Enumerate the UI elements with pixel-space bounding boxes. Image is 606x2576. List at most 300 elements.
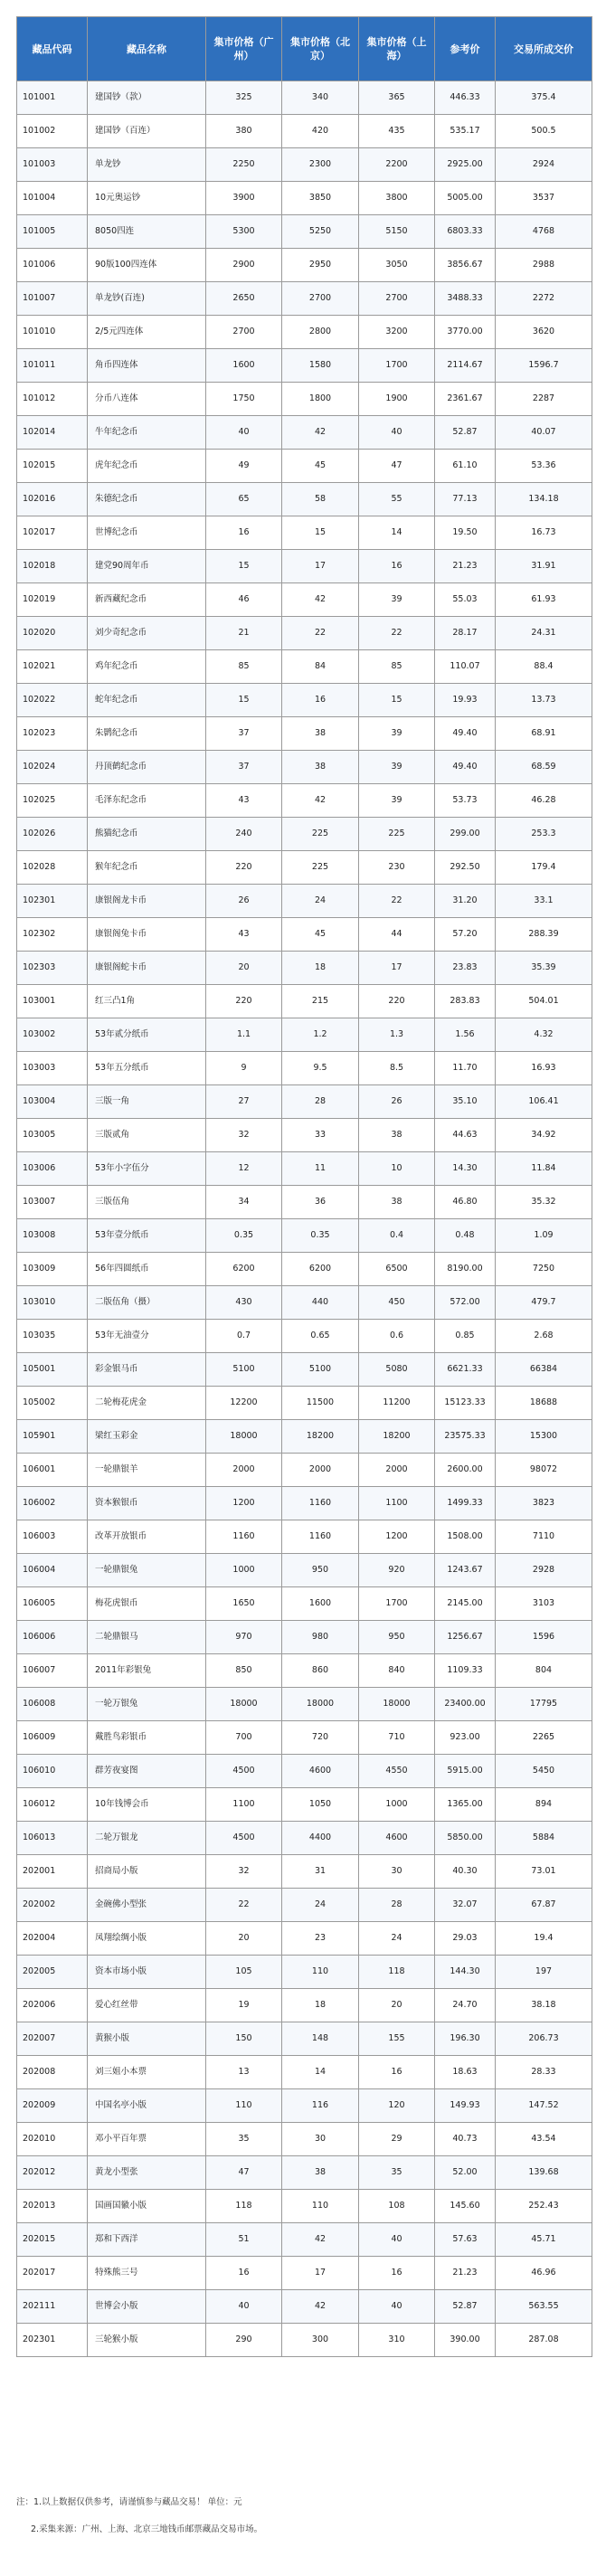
cell-price-guangzhou: 35 bbox=[206, 2123, 282, 2156]
cell-reference-price: 6621.33 bbox=[435, 1353, 496, 1387]
cell-exchange-price: 500.5 bbox=[496, 115, 592, 148]
cell-reference-price: 292.50 bbox=[435, 851, 496, 885]
cell-name: 熊猫纪念币 bbox=[88, 818, 206, 851]
cell-price-shanghai: 3800 bbox=[359, 182, 435, 215]
cell-name: 一轮鼎银兔 bbox=[88, 1554, 206, 1587]
cell-reference-price: 1256.67 bbox=[435, 1621, 496, 1654]
cell-reference-price: 2145.00 bbox=[435, 1587, 496, 1621]
cell-exchange-price: 73.01 bbox=[496, 1855, 592, 1889]
header-price-shanghai: 集市价格（上海） bbox=[359, 17, 435, 81]
cell-price-shanghai: 40 bbox=[359, 2290, 435, 2324]
cell-price-shanghai: 47 bbox=[359, 450, 435, 483]
cell-price-guangzhou: 0.7 bbox=[206, 1320, 282, 1353]
cell-code: 106004 bbox=[17, 1554, 88, 1587]
cell-name: 康银阁兔卡币 bbox=[88, 918, 206, 952]
cell-reference-price: 53.73 bbox=[435, 784, 496, 818]
table-row bbox=[17, 1353, 592, 1387]
table-row bbox=[17, 1520, 592, 1554]
cell-exchange-price: 45.71 bbox=[496, 2223, 592, 2257]
cell-reference-price: 2361.67 bbox=[435, 383, 496, 416]
cell-name: 单龙钞(百连) bbox=[88, 282, 206, 316]
cell-price-beijing: 17 bbox=[282, 550, 359, 583]
cell-price-guangzhou: 65 bbox=[206, 483, 282, 516]
cell-reference-price: 32.07 bbox=[435, 1889, 496, 1922]
cell-price-guangzhou: 1600 bbox=[206, 349, 282, 383]
table-row bbox=[17, 1956, 592, 1989]
cell-code: 101011 bbox=[17, 349, 88, 383]
cell-exchange-price: 4768 bbox=[496, 215, 592, 249]
cell-exchange-price: 1596 bbox=[496, 1621, 592, 1654]
cell-price-beijing: 950 bbox=[282, 1554, 359, 1587]
table-row bbox=[17, 1487, 592, 1520]
cell-price-shanghai: 4600 bbox=[359, 1822, 435, 1855]
cell-price-shanghai: 38 bbox=[359, 1119, 435, 1152]
cell-price-beijing: 1160 bbox=[282, 1520, 359, 1554]
cell-reference-price: 8190.00 bbox=[435, 1253, 496, 1286]
cell-price-shanghai: 16 bbox=[359, 2257, 435, 2290]
cell-reference-price: 77.13 bbox=[435, 483, 496, 516]
cell-price-shanghai: 310 bbox=[359, 2324, 435, 2357]
cell-code: 103010 bbox=[17, 1286, 88, 1320]
cell-price-shanghai: 29 bbox=[359, 2123, 435, 2156]
cell-price-beijing: 1600 bbox=[282, 1587, 359, 1621]
cell-exchange-price: 288.39 bbox=[496, 918, 592, 952]
cell-price-beijing: 720 bbox=[282, 1721, 359, 1755]
table-row bbox=[17, 583, 592, 617]
cell-price-guangzhou: 5300 bbox=[206, 215, 282, 249]
cell-price-guangzhou: 16 bbox=[206, 516, 282, 550]
cell-price-guangzhou: 110 bbox=[206, 2089, 282, 2123]
cell-code: 202013 bbox=[17, 2190, 88, 2223]
cell-price-beijing: 4400 bbox=[282, 1822, 359, 1855]
table-row bbox=[17, 148, 592, 182]
cell-code: 202004 bbox=[17, 1922, 88, 1956]
cell-code: 103004 bbox=[17, 1085, 88, 1119]
cell-exchange-price: 88.4 bbox=[496, 650, 592, 684]
table-row bbox=[17, 383, 592, 416]
cell-name: 53年贰分纸币 bbox=[88, 1018, 206, 1052]
cell-code: 202012 bbox=[17, 2156, 88, 2190]
cell-exchange-price: 35.39 bbox=[496, 952, 592, 985]
cell-reference-price: 52.87 bbox=[435, 2290, 496, 2324]
cell-name: 彩金银马币 bbox=[88, 1353, 206, 1387]
cell-price-shanghai: 118 bbox=[359, 1956, 435, 1989]
cell-name: 二轮梅花虎金 bbox=[88, 1387, 206, 1420]
table-row bbox=[17, 1052, 592, 1085]
cell-code: 103006 bbox=[17, 1152, 88, 1186]
cell-reference-price: 283.83 bbox=[435, 985, 496, 1018]
cell-price-guangzhou: 380 bbox=[206, 115, 282, 148]
cell-exchange-price: 3823 bbox=[496, 1487, 592, 1520]
cell-price-beijing: 31 bbox=[282, 1855, 359, 1889]
cell-reference-price: 19.93 bbox=[435, 684, 496, 717]
cell-price-shanghai: 26 bbox=[359, 1085, 435, 1119]
cell-price-shanghai: 1700 bbox=[359, 349, 435, 383]
table-row bbox=[17, 1855, 592, 1889]
cell-price-guangzhou: 21 bbox=[206, 617, 282, 650]
cell-name: 建国钞（款） bbox=[88, 81, 206, 115]
cell-price-guangzhou: 40 bbox=[206, 2290, 282, 2324]
cell-code: 102017 bbox=[17, 516, 88, 550]
cell-code: 102015 bbox=[17, 450, 88, 483]
cell-name: 康银阁蛇卡币 bbox=[88, 952, 206, 985]
cell-exchange-price: 16.73 bbox=[496, 516, 592, 550]
cell-price-beijing: 860 bbox=[282, 1654, 359, 1688]
cell-price-beijing: 23 bbox=[282, 1922, 359, 1956]
cell-reference-price: 57.20 bbox=[435, 918, 496, 952]
cell-code: 202002 bbox=[17, 1889, 88, 1922]
cell-price-shanghai: 15 bbox=[359, 684, 435, 717]
cell-code: 202005 bbox=[17, 1956, 88, 1989]
cell-price-beijing: 22 bbox=[282, 617, 359, 650]
footnote-disclaimer: 注：1.以上数据仅供参考，请谨慎参与藏品交易！ 单位：元 bbox=[16, 2497, 242, 2507]
table-row bbox=[17, 282, 592, 316]
cell-name: 爱心红丝带 bbox=[88, 1989, 206, 2022]
cell-price-shanghai: 950 bbox=[359, 1621, 435, 1654]
cell-reference-price: 144.30 bbox=[435, 1956, 496, 1989]
cell-price-guangzhou: 12200 bbox=[206, 1387, 282, 1420]
cell-price-beijing: 42 bbox=[282, 2223, 359, 2257]
cell-reference-price: 535.17 bbox=[435, 115, 496, 148]
cell-reference-price: 149.93 bbox=[435, 2089, 496, 2123]
cell-reference-price: 52.87 bbox=[435, 416, 496, 450]
cell-code: 103005 bbox=[17, 1119, 88, 1152]
cell-code: 106010 bbox=[17, 1755, 88, 1788]
cell-reference-price: 1109.33 bbox=[435, 1654, 496, 1688]
cell-reference-price: 0.48 bbox=[435, 1219, 496, 1253]
cell-price-beijing: 11 bbox=[282, 1152, 359, 1186]
header-name: 藏品名称 bbox=[88, 17, 206, 81]
cell-name: 2/5元四连体 bbox=[88, 316, 206, 349]
cell-price-guangzhou: 46 bbox=[206, 583, 282, 617]
header-price-beijing: 集市价格（北京） bbox=[282, 17, 359, 81]
price-table-container bbox=[16, 16, 592, 2357]
cell-price-guangzhou: 2250 bbox=[206, 148, 282, 182]
cell-exchange-price: 24.31 bbox=[496, 617, 592, 650]
cell-price-shanghai: 10 bbox=[359, 1152, 435, 1186]
cell-price-shanghai: 365 bbox=[359, 81, 435, 115]
cell-code: 101003 bbox=[17, 148, 88, 182]
table-row bbox=[17, 1085, 592, 1119]
cell-exchange-price: 2265 bbox=[496, 1721, 592, 1755]
cell-name: 53年五分纸币 bbox=[88, 1052, 206, 1085]
cell-price-shanghai: 3050 bbox=[359, 249, 435, 282]
cell-price-shanghai: 435 bbox=[359, 115, 435, 148]
cell-price-shanghai: 20 bbox=[359, 1989, 435, 2022]
cell-price-shanghai: 14 bbox=[359, 516, 435, 550]
cell-price-shanghai: 40 bbox=[359, 2223, 435, 2257]
cell-price-shanghai: 3200 bbox=[359, 316, 435, 349]
table-row bbox=[17, 1788, 592, 1822]
cell-name: 二版伍角（摄） bbox=[88, 1286, 206, 1320]
cell-price-guangzhou: 2650 bbox=[206, 282, 282, 316]
table-row bbox=[17, 2324, 592, 2357]
cell-price-guangzhou: 15 bbox=[206, 684, 282, 717]
table-row bbox=[17, 1688, 592, 1721]
cell-price-shanghai: 4550 bbox=[359, 1755, 435, 1788]
table-row bbox=[17, 1454, 592, 1487]
cell-reference-price: 5850.00 bbox=[435, 1822, 496, 1855]
cell-price-shanghai: 2200 bbox=[359, 148, 435, 182]
cell-price-guangzhou: 32 bbox=[206, 1855, 282, 1889]
cell-exchange-price: 13.73 bbox=[496, 684, 592, 717]
table-row bbox=[17, 516, 592, 550]
cell-price-shanghai: 710 bbox=[359, 1721, 435, 1755]
cell-price-beijing: 2000 bbox=[282, 1454, 359, 1487]
cell-price-guangzhou: 1650 bbox=[206, 1587, 282, 1621]
cell-price-shanghai: 1000 bbox=[359, 1788, 435, 1822]
cell-code: 102021 bbox=[17, 650, 88, 684]
cell-exchange-price: 43.54 bbox=[496, 2123, 592, 2156]
cell-reference-price: 21.23 bbox=[435, 550, 496, 583]
cell-price-beijing: 30 bbox=[282, 2123, 359, 2156]
cell-code: 102019 bbox=[17, 583, 88, 617]
cell-code: 102303 bbox=[17, 952, 88, 985]
cell-name: 世博纪念币 bbox=[88, 516, 206, 550]
cell-price-beijing: 14 bbox=[282, 2056, 359, 2089]
table-row bbox=[17, 1822, 592, 1855]
cell-exchange-price: 5884 bbox=[496, 1822, 592, 1855]
cell-name: 黄龙小型张 bbox=[88, 2156, 206, 2190]
cell-name: 改革开放银币 bbox=[88, 1520, 206, 1554]
cell-name: 朱德纪念币 bbox=[88, 483, 206, 516]
cell-name: 凤翔绘绸小版 bbox=[88, 1922, 206, 1956]
cell-code: 102023 bbox=[17, 717, 88, 751]
cell-price-shanghai: 55 bbox=[359, 483, 435, 516]
table-row bbox=[17, 1420, 592, 1454]
cell-price-guangzhou: 27 bbox=[206, 1085, 282, 1119]
cell-reference-price: 0.85 bbox=[435, 1320, 496, 1353]
cell-code: 102020 bbox=[17, 617, 88, 650]
cell-price-shanghai: 5080 bbox=[359, 1353, 435, 1387]
cell-name: 郑和下西洋 bbox=[88, 2223, 206, 2257]
cell-code: 202006 bbox=[17, 1989, 88, 2022]
cell-price-guangzhou: 290 bbox=[206, 2324, 282, 2357]
cell-price-guangzhou: 20 bbox=[206, 952, 282, 985]
cell-price-shanghai: 1100 bbox=[359, 1487, 435, 1520]
cell-code: 106009 bbox=[17, 1721, 88, 1755]
cell-price-shanghai: 39 bbox=[359, 784, 435, 818]
cell-name: 鸡年纪念币 bbox=[88, 650, 206, 684]
header-exchange-price: 交易所成交价 bbox=[496, 17, 592, 81]
cell-price-beijing: 1.2 bbox=[282, 1018, 359, 1052]
cell-code: 105001 bbox=[17, 1353, 88, 1387]
cell-exchange-price: 15300 bbox=[496, 1420, 592, 1454]
cell-exchange-price: 38.18 bbox=[496, 1989, 592, 2022]
cell-price-beijing: 6200 bbox=[282, 1253, 359, 1286]
table-row bbox=[17, 1721, 592, 1755]
cell-price-guangzhou: 5100 bbox=[206, 1353, 282, 1387]
table-row bbox=[17, 1889, 592, 1922]
footnote-source: 2.采集来源：广州、上海、北京三地钱币邮票藏品交易市场。 bbox=[31, 2524, 263, 2534]
table-row bbox=[17, 952, 592, 985]
table-row bbox=[17, 851, 592, 885]
cell-reference-price: 3856.67 bbox=[435, 249, 496, 282]
cell-exchange-price: 61.93 bbox=[496, 583, 592, 617]
cell-price-guangzhou: 15 bbox=[206, 550, 282, 583]
cell-price-beijing: 15 bbox=[282, 516, 359, 550]
cell-exchange-price: 40.07 bbox=[496, 416, 592, 450]
table-row bbox=[17, 717, 592, 751]
cell-price-shanghai: 2000 bbox=[359, 1454, 435, 1487]
cell-exchange-price: 1.09 bbox=[496, 1219, 592, 1253]
cell-code: 101005 bbox=[17, 215, 88, 249]
table-row bbox=[17, 2089, 592, 2123]
cell-price-guangzhou: 150 bbox=[206, 2022, 282, 2056]
table-row bbox=[17, 1755, 592, 1788]
cell-name: 梅花虎银币 bbox=[88, 1587, 206, 1621]
cell-name: 三版伍角 bbox=[88, 1186, 206, 1219]
cell-exchange-price: 35.32 bbox=[496, 1186, 592, 1219]
cell-price-beijing: 42 bbox=[282, 416, 359, 450]
cell-price-beijing: 110 bbox=[282, 2190, 359, 2223]
cell-exchange-price: 2988 bbox=[496, 249, 592, 282]
table-row bbox=[17, 215, 592, 249]
cell-name: 56年四圆纸币 bbox=[88, 1253, 206, 1286]
cell-reference-price: 52.00 bbox=[435, 2156, 496, 2190]
cell-price-guangzhou: 220 bbox=[206, 851, 282, 885]
cell-name: 一轮万银兔 bbox=[88, 1688, 206, 1721]
table-row bbox=[17, 483, 592, 516]
cell-name: 国画国徽小版 bbox=[88, 2190, 206, 2223]
cell-name: 10年钱博会币 bbox=[88, 1788, 206, 1822]
table-row bbox=[17, 1253, 592, 1286]
cell-price-shanghai: 0.4 bbox=[359, 1219, 435, 1253]
cell-name: 招商局小版 bbox=[88, 1855, 206, 1889]
cell-name: 刘三姐小本票 bbox=[88, 2056, 206, 2089]
cell-name: 戴胜鸟彩银币 bbox=[88, 1721, 206, 1755]
header-reference-price: 参考价 bbox=[435, 17, 496, 81]
cell-code: 202010 bbox=[17, 2123, 88, 2156]
cell-code: 105901 bbox=[17, 1420, 88, 1454]
cell-price-beijing: 45 bbox=[282, 450, 359, 483]
cell-code: 106005 bbox=[17, 1587, 88, 1621]
cell-exchange-price: 504.01 bbox=[496, 985, 592, 1018]
cell-code: 202008 bbox=[17, 2056, 88, 2089]
cell-exchange-price: 67.87 bbox=[496, 1889, 592, 1922]
cell-price-guangzhou: 1160 bbox=[206, 1520, 282, 1554]
cell-code: 202301 bbox=[17, 2324, 88, 2357]
cell-price-beijing: 148 bbox=[282, 2022, 359, 2056]
table-row bbox=[17, 316, 592, 349]
cell-price-beijing: 24 bbox=[282, 1889, 359, 1922]
cell-price-beijing: 1160 bbox=[282, 1487, 359, 1520]
cell-reference-price: 145.60 bbox=[435, 2190, 496, 2223]
cell-price-beijing: 4600 bbox=[282, 1755, 359, 1788]
cell-reference-price: 44.63 bbox=[435, 1119, 496, 1152]
cell-price-shanghai: 30 bbox=[359, 1855, 435, 1889]
cell-price-guangzhou: 1100 bbox=[206, 1788, 282, 1822]
cell-exchange-price: 563.55 bbox=[496, 2290, 592, 2324]
cell-name: 建国钞（百连） bbox=[88, 115, 206, 148]
cell-exchange-price: 147.52 bbox=[496, 2089, 592, 2123]
cell-price-beijing: 33 bbox=[282, 1119, 359, 1152]
cell-price-shanghai: 22 bbox=[359, 617, 435, 650]
cell-code: 101002 bbox=[17, 115, 88, 148]
cell-code: 202015 bbox=[17, 2223, 88, 2257]
cell-code: 101010 bbox=[17, 316, 88, 349]
cell-price-beijing: 36 bbox=[282, 1186, 359, 1219]
table-row bbox=[17, 650, 592, 684]
cell-exchange-price: 68.91 bbox=[496, 717, 592, 751]
cell-reference-price: 61.10 bbox=[435, 450, 496, 483]
cell-price-guangzhou: 40 bbox=[206, 416, 282, 450]
cell-exchange-price: 18688 bbox=[496, 1387, 592, 1420]
cell-exchange-price: 66384 bbox=[496, 1353, 592, 1387]
cell-code: 103001 bbox=[17, 985, 88, 1018]
cell-reference-price: 15123.33 bbox=[435, 1387, 496, 1420]
cell-name: 丹顶鹤纪念币 bbox=[88, 751, 206, 784]
cell-reference-price: 5915.00 bbox=[435, 1755, 496, 1788]
cell-price-guangzhou: 3900 bbox=[206, 182, 282, 215]
table-row bbox=[17, 1654, 592, 1688]
cell-name: 53年无油壹分 bbox=[88, 1320, 206, 1353]
cell-price-shanghai: 120 bbox=[359, 2089, 435, 2123]
cell-reference-price: 55.03 bbox=[435, 583, 496, 617]
cell-price-shanghai: 18000 bbox=[359, 1688, 435, 1721]
table-row bbox=[17, 1018, 592, 1052]
cell-reference-price: 40.73 bbox=[435, 2123, 496, 2156]
cell-price-guangzhou: 0.35 bbox=[206, 1219, 282, 1253]
cell-name: 53年壹分纸币 bbox=[88, 1219, 206, 1253]
cell-price-guangzhou: 47 bbox=[206, 2156, 282, 2190]
table-row bbox=[17, 2257, 592, 2290]
cell-price-beijing: 18000 bbox=[282, 1688, 359, 1721]
cell-reference-price: 446.33 bbox=[435, 81, 496, 115]
cell-name: 特殊熊三号 bbox=[88, 2257, 206, 2290]
cell-name: 毛泽东纪念币 bbox=[88, 784, 206, 818]
cell-reference-price: 1365.00 bbox=[435, 1788, 496, 1822]
cell-price-beijing: 9.5 bbox=[282, 1052, 359, 1085]
table-row bbox=[17, 1219, 592, 1253]
cell-exchange-price: 46.28 bbox=[496, 784, 592, 818]
table-row bbox=[17, 182, 592, 215]
cell-code: 202007 bbox=[17, 2022, 88, 2056]
cell-exchange-price: 2272 bbox=[496, 282, 592, 316]
cell-price-guangzhou: 16 bbox=[206, 2257, 282, 2290]
cell-code: 202111 bbox=[17, 2290, 88, 2324]
cell-price-shanghai: 35 bbox=[359, 2156, 435, 2190]
table-body bbox=[17, 81, 592, 2357]
cell-name: 单龙钞 bbox=[88, 148, 206, 182]
cell-name: 康银阁龙卡币 bbox=[88, 885, 206, 918]
cell-exchange-price: 28.33 bbox=[496, 2056, 592, 2089]
cell-price-beijing: 5100 bbox=[282, 1353, 359, 1387]
cell-price-beijing: 18 bbox=[282, 1989, 359, 2022]
cell-exchange-price: 16.93 bbox=[496, 1052, 592, 1085]
cell-exchange-price: 139.68 bbox=[496, 2156, 592, 2190]
cell-price-beijing: 11500 bbox=[282, 1387, 359, 1420]
cell-code: 101006 bbox=[17, 249, 88, 282]
cell-reference-price: 11.70 bbox=[435, 1052, 496, 1085]
cell-price-guangzhou: 37 bbox=[206, 751, 282, 784]
table-row bbox=[17, 617, 592, 650]
cell-price-beijing: 225 bbox=[282, 851, 359, 885]
cell-exchange-price: 5450 bbox=[496, 1755, 592, 1788]
cell-exchange-price: 68.59 bbox=[496, 751, 592, 784]
table-row bbox=[17, 1152, 592, 1186]
cell-price-shanghai: 0.6 bbox=[359, 1320, 435, 1353]
cell-exchange-price: 804 bbox=[496, 1654, 592, 1688]
cell-code: 106012 bbox=[17, 1788, 88, 1822]
cell-price-beijing: 340 bbox=[282, 81, 359, 115]
cell-reference-price: 923.00 bbox=[435, 1721, 496, 1755]
cell-price-guangzhou: 4500 bbox=[206, 1755, 282, 1788]
cell-price-guangzhou: 19 bbox=[206, 1989, 282, 2022]
cell-exchange-price: 197 bbox=[496, 1956, 592, 1989]
cell-code: 202001 bbox=[17, 1855, 88, 1889]
cell-code: 103035 bbox=[17, 1320, 88, 1353]
